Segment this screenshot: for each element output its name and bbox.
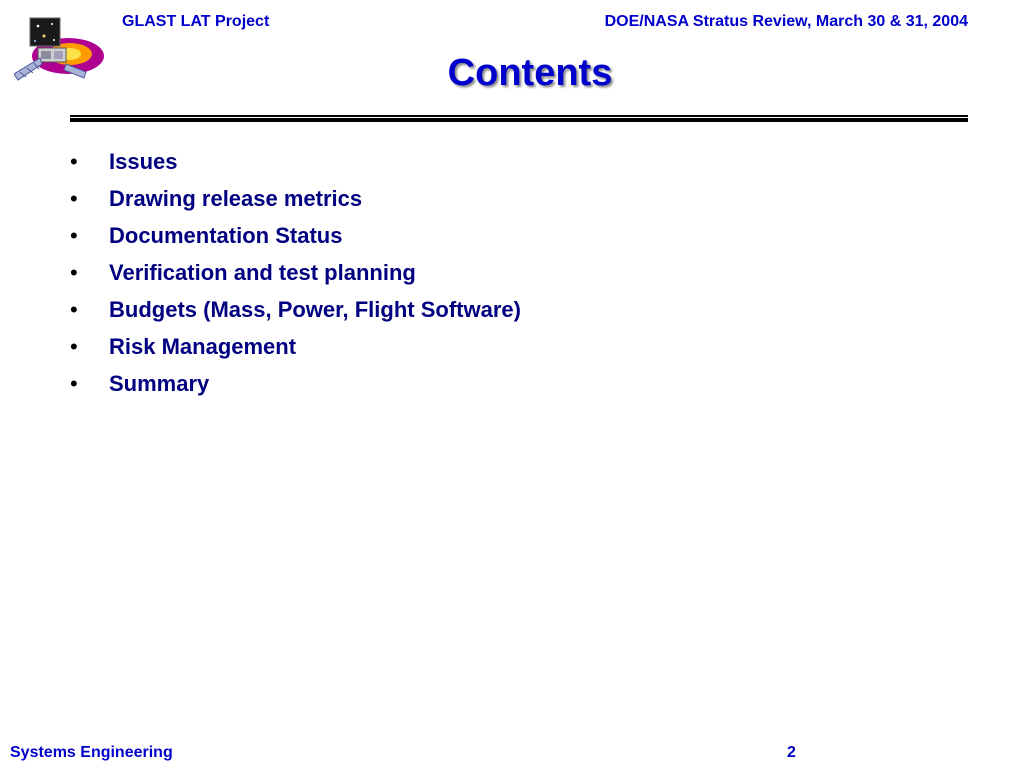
bullet-icon: • (70, 334, 78, 359)
review-title: DOE/NASA Stratus Review, March 30 & 31, 2004 (604, 13, 968, 30)
bullet-icon: • (70, 371, 78, 396)
contents-item-label: Issues (109, 149, 178, 174)
bullet-icon: • (70, 260, 78, 285)
bullet-icon: • (70, 223, 78, 248)
project-name: GLAST LAT Project (122, 13, 270, 30)
contents-item-label: Documentation Status (109, 223, 343, 248)
bullet-icon: • (70, 297, 78, 322)
bullet-icon: • (70, 186, 78, 211)
contents-item-label: Budgets (Mass, Power, Flight Software) (109, 297, 521, 322)
contents-item-label: Drawing release metrics (109, 186, 363, 211)
contents-item-label: Verification and test planning (109, 260, 416, 285)
title-divider-thick (70, 118, 968, 122)
page-number: 2 (787, 744, 796, 761)
contents-item-label: Risk Management (109, 334, 297, 359)
contents-item-label: Summary (109, 371, 210, 396)
title-divider-thin (70, 115, 968, 117)
slide-title: Contents (447, 52, 613, 94)
footer-section-name: Systems Engineering (10, 744, 173, 761)
bullet-icon: • (70, 149, 78, 174)
